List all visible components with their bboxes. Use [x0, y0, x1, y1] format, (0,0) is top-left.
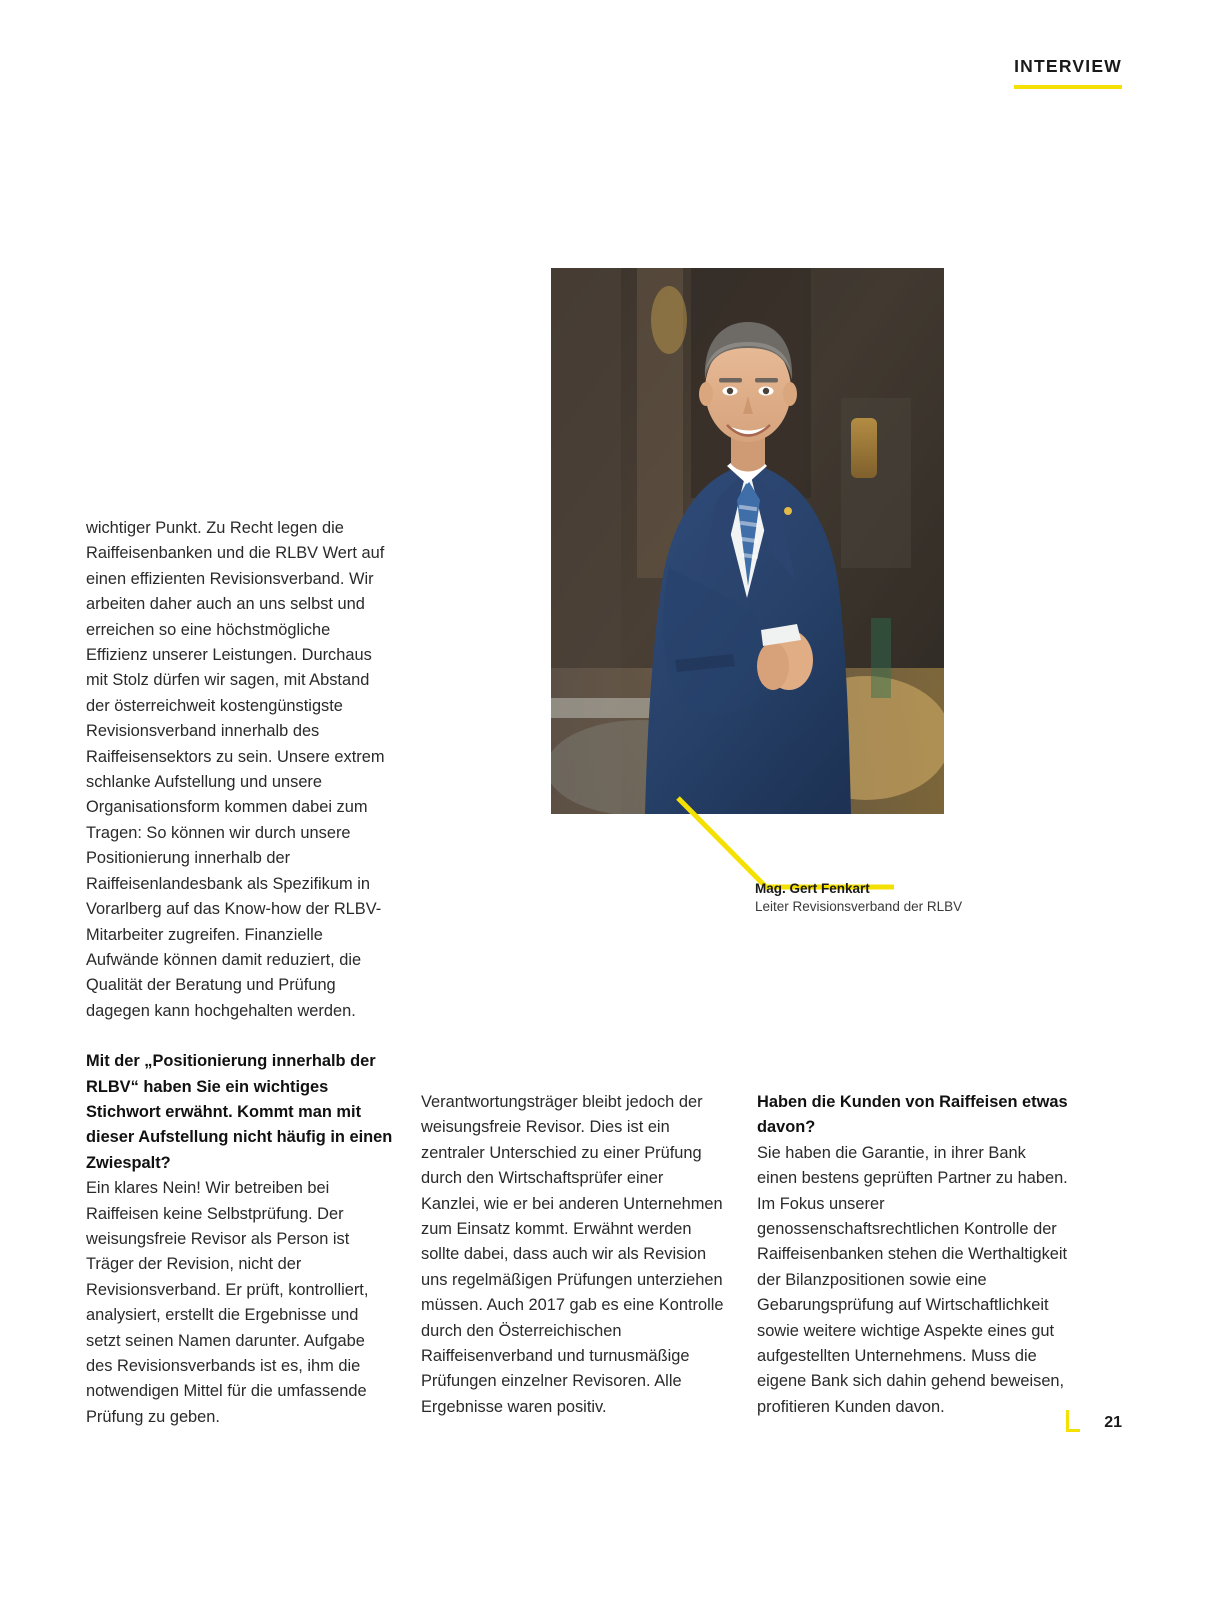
qa-block-1 [86, 1049, 393, 1430]
text-column-1 [86, 516, 393, 1430]
page-number: 21 [1104, 1414, 1122, 1431]
header-accent-rule [1014, 85, 1122, 89]
question-heading-1: Mit der „Positionierung innerhalb der RLBV“ haben Sie ein wichtiges Stichwort erwähnt. Kommt man mit dieser Aufstellung nicht häufig in einen Zwiespalt? [86, 1052, 393, 1172]
caption-name: Mag. Gert Fenkart [755, 881, 870, 896]
portrait-illustration [551, 268, 944, 814]
paragraph-continued: wichtiger Punkt. Zu Recht legen die Raiffeisenbanken und die RLBV Wert auf einen effizienten Revisionsverband. Wir arbeiten daher auch an uns selbst und erreichen so eine höchstmögliche Effizienz unserer Leistungen. Durchaus mit Stolz dürfen wir sagen, mit Abstand der österreichweit kostengünstigste Revisionsverband innerhalb des Raiffeisensektors zu sein. Unsere extrem schlanke Aufstellung und unsere Organisationsform kommen dabei zum Tragen: So können wir durch unsere Positionierung innerhalb der Raiffeisenlandesbank als Spezifikum in Vorarlberg auf das Know-how der RLBV-Mitarbeiter zugreifen. Finanzielle Aufwände können damit reduziert, die Qualität der Beratung und Prüfung dagegen kann hochgehalten werden. [86, 519, 385, 1020]
text-column-3 [757, 1090, 1069, 1420]
section-title: INTERVIEW [1014, 56, 1122, 76]
answer-text-1: Ein klares Nein! Wir betreiben bei Raiffeisen keine Selbstprüfung. Der weisungsfreie Revisor als Person ist Träger der Revision, nicht der Revisionsverband. Er prüft, kontrolliert, analysiert, erstellt die Ergebnisse und setzt seinen Namen darunter. Aufgabe des Revisionsverbands ist es, ihm die notwendigen Mittel für die umfassende Prüfung zu geben. [86, 1179, 369, 1426]
corner-accent-mark [1066, 1410, 1080, 1432]
page-footer [1066, 1410, 1122, 1432]
section-header [1014, 58, 1122, 89]
text-column-2 [421, 1090, 726, 1420]
question-heading-3: Haben die Kunden von Raiffeisen etwas davon? [757, 1093, 1068, 1137]
answer-continued-2: Verantwortungsträger bleibt jedoch der weisungsfreie Revisor. Dies ist ein zentraler Unterschied zu einer Prüfung durch den Wirtschaftsprüfer einer Kanzlei, wie er bei anderen Unternehmen zum Einsatz kommt. Erwähnt werden sollte dabei, dass auch wir als Revision uns regelmäßigen Prüfungen unterziehen müssen. Auch 2017 gab es eine Kontrolle durch den Österreichischen Raiffeisenverband und turnusmäßige Prüfungen einzelner Revisoren. Alle Ergebnisse waren positiv. [421, 1093, 724, 1416]
portrait-photo [551, 268, 944, 814]
answer-text-3: Sie haben die Garantie, in ihrer Bank einen bestens geprüften Partner zu haben. Im Fokus unserer genossenschaftsrechtlichen Kontrolle der Raiffeisenbanken stehen die Werthaltigkeit der Bilanzpositionen sowie eine Gebarungsprüfung auf Wirtschaftlichkeit sowie weitere wichtige Aspekte eines gut aufgestellten Unternehmens. Muss die eigene Bank sich dahin gehend beweisen, profitieren Kunden davon. [757, 1143, 1068, 1416]
qa-block-3 [757, 1090, 1069, 1420]
photo-caption [755, 880, 1085, 916]
caption-role: Leiter Revisionsverband der RLBV [755, 899, 963, 915]
